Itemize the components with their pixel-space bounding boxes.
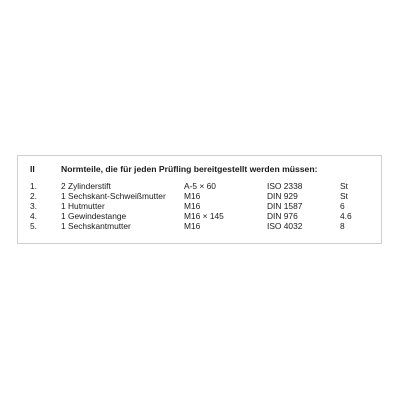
item-name: 1 Hutmutter <box>61 201 105 211</box>
item-dimension: M16 <box>184 201 201 211</box>
table-row <box>30 221 370 231</box>
item-name: 1 Gewindestange <box>61 211 127 221</box>
section-heading <box>30 164 317 174</box>
item-number: 3. <box>30 201 37 211</box>
table-row <box>30 211 370 221</box>
item-number: 5. <box>30 221 37 231</box>
section-number: II <box>30 164 35 174</box>
item-name: 2 Zylinderstift <box>61 181 111 191</box>
item-dimension: A-5 × 60 <box>184 181 216 191</box>
item-number: 1. <box>30 181 37 191</box>
parts-table <box>30 181 370 231</box>
item-dimension: M16 <box>184 221 201 231</box>
item-class: 6 <box>340 201 345 211</box>
item-number: 4. <box>30 211 37 221</box>
item-standard: DIN 929 <box>267 191 298 201</box>
table-row <box>30 191 370 201</box>
section-title: Normteile, die für jeden Prüfling bereitgestellt werden müssen: <box>61 164 318 174</box>
item-number: 2. <box>30 191 37 201</box>
item-name: 1 Sechskantmutter <box>61 221 131 231</box>
parts-list-box <box>17 155 382 244</box>
item-standard: ISO 4032 <box>267 221 303 231</box>
item-standard: ISO 2338 <box>267 181 303 191</box>
table-row <box>30 201 370 211</box>
item-dimension: M16 × 145 <box>184 211 224 221</box>
item-class: St <box>340 191 348 201</box>
item-class: St <box>340 181 348 191</box>
item-dimension: M16 <box>184 191 201 201</box>
item-class: 4.6 <box>340 211 352 221</box>
item-class: 8 <box>340 221 345 231</box>
item-standard: DIN 1587 <box>267 201 303 211</box>
item-standard: DIN 976 <box>267 211 298 221</box>
table-row <box>30 181 370 191</box>
item-name: 1 Sechskant-Schweißmutter <box>61 191 166 201</box>
